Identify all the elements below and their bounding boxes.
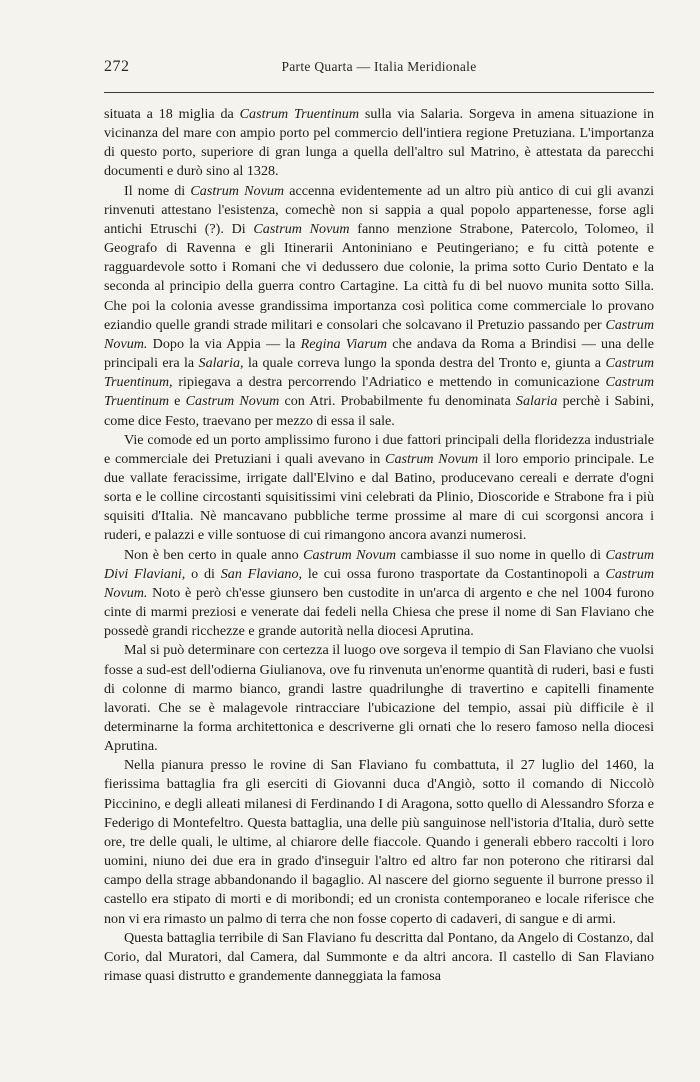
paragraph (104, 756, 654, 928)
body-text (104, 105, 654, 986)
text-run: la quale correva lungo la sponda destra del Tronto e, giunta a (243, 355, 606, 372)
header-rule (104, 92, 654, 93)
italic-text: Castrum Novum (253, 220, 350, 237)
text-run: Non è ben certo in quale anno (124, 546, 304, 563)
italic-text: Castrum Novum (185, 393, 280, 410)
italic-text: Salaria (515, 393, 558, 410)
text-run: ripiegava a destra percorrendo l'Adriatico e mettendo in comunicazione (172, 374, 606, 391)
paragraph (104, 431, 654, 546)
text-run: perchè i Sabini, come dice Festo, traevano per mezzo di essa il sale. (104, 393, 654, 429)
text-run: Questa battaglia terribile di San Flaviano fu descritta dal Pontano, da Angelo di Costanzo, dal Corio, dal Muratori, dal Camera, dal Summonte e da altri ancora. Il castello di San Flaviano rimase quasi distrutto e grandemente danneggiata la famosa (104, 929, 654, 985)
italic-text: San Flaviano, (220, 565, 303, 582)
text-run: fanno menzione Strabone, Patercolo, Tolomeo, il Geografo di Ravenna e gli Itinerarii Antoniniano e Peutingeriano; e fu città potente e ragguardevole sotto i Romani che vi dedussero due colonie, la prima sotto Curio Dentato e la seconda al principio della guerra contro Cartagine. La città fu di bel nuovo munita sotto Silla. Che poi la colonia avesse grandissima importanza così politica come commerciale lo provano eziandio quelle grandi strade militari e consolari che solcavano il Pretuzio passando per (104, 220, 654, 333)
italic-text: Regina Viarum (300, 335, 388, 352)
text-run: sulla via Salaria. Sorgeva in amena situazione in vicinanza del mare con ampio porto pel commercio dell'intiera regione Pretuziana. L'importanza di questo porto, superiore di gran lunga a quella dell'altro sul Matrino, è attestata da parecchi documenti e durò sino al 1328. (104, 106, 654, 180)
italic-text: Castrum Truentinum, (104, 355, 654, 391)
italic-text: Salaria, (198, 355, 244, 372)
running-head (104, 58, 654, 80)
chapter-title: Parte Quarta — Italia Meridionale (281, 59, 477, 74)
paragraph (104, 929, 654, 986)
italic-text: Castrum Novum. (104, 565, 654, 601)
italic-text: Castrum Divi Flaviani, (104, 546, 654, 582)
text-run: e (169, 393, 186, 410)
text-run: Noto è però ch'esse giunsero ben custodite in un'arca di argento e che nel 1004 furono cinte di marmi preziosi e venerate dai fedeli nella Chiesa che prese il nome di San Flaviano che possedè grandi ricchezze e grande autorità nella diocesi Aprutina. (104, 584, 654, 640)
paragraph (104, 546, 654, 642)
page-number: 272 (104, 58, 130, 75)
italic-text: Castrum Novum. (104, 316, 654, 352)
italic-text: Castrum Novum (385, 450, 479, 467)
text-run: Mal si può determinare con certezza il luogo ove sorgeva il tempio di San Flaviano che vuolsi fosse a sud-est dell'odierna Giulianova, ove fu rinvenuta un'enorme quantità di ruderi, basi e fusti di colonne di marmo bianco, grandi lastre quadrilunghe di travertino e capitelli finamente lavorati. Che se è malagevole rintracciare l'ubicazione del tempio, assai più difficile è il determinarne la forma architettonica e descriverne gli ornati che lo resero famoso nella diocesi Aprutina. (104, 642, 654, 755)
text-run: le cui ossa furono trasportate da Costantinopoli a (302, 565, 606, 582)
text-run: o di (185, 565, 221, 582)
paragraph (104, 105, 654, 182)
text-run: Nella pianura presso le rovine di San Flaviano fu combattuta, il 27 luglio del 1460, la fierissima battaglia fra gli eserciti di Giovanni duca d'Angiò, sotto il comando di Niccolò Piccinino, e degli alleati milanesi di Ferdinando I di Aragona, sotto quello di Alessandro Sforza e Federigo di Montefeltro. Questa battaglia, una delle più sanguinose nell'istoria d'Italia, durò sette ore, tre delle quali, le ultime, al chiarore delle fiaccole. Quando i generali ebbero raccolti i loro uomini, niuno dei due era in grado d'inseguir l'altro ed altro far non poterono che ritirarsi dal campo della strage abbandonando il bagaglio. Al nascere del giorno seguente il burrone presso il castello era stipato di morti e di moribondi; ed un cronista contemporaneo e locale riferisce che non vi era rimasto un palmo di terra che non fosse coperto di cadaveri, di sangue e di armi. (104, 757, 654, 927)
italic-text: Castrum Truentinum (239, 106, 360, 122)
italic-text: Castrum Truentinum (104, 374, 654, 410)
text-run: Vie comode ed un porto amplissimo furono i due fattori principali della floridezza industriale e commerciale dei Pretuziani i quali avevano in (104, 431, 654, 467)
text-run: Dopo la via Appia — la (147, 335, 301, 352)
text-run: accenna evidentemente ad un altro più antico di cui gli avanzi rinvenuti attestano l'esistenza, comechè non si sappia a qual popolo appartenesse, forse agli antichi Etruschi (?). Di (104, 182, 654, 237)
text-run: che andava da Roma a Brindisi — una delle principali era la (104, 335, 654, 372)
text-run: Il nome di (124, 182, 191, 199)
paragraph (104, 641, 654, 756)
italic-text: Castrum Novum (303, 546, 397, 563)
text-run: con Atri. Probabilmente fu denominata (279, 393, 516, 410)
italic-text: Castrum Novum (190, 182, 285, 199)
text-run: situata a 18 miglia da (104, 106, 240, 122)
paragraph (104, 182, 654, 431)
text-run: cambiasse il suo nome in quello di (396, 546, 606, 563)
text-run: il loro emporio principale. Le due vallate feracissime, irrigate dall'Elvino e dal Batino, producevano cereali e derrate d'ogni sorta e le colline circostanti squisitissimi vini celebrati da Plinio, Dioscoride e Strabone fra i più squisiti d'Italia. Nè mancavano pubbliche terme prossime al mare di cui scorgonsi ancora i ruderi, e palazzi e ville sontuose di cui rimangono ancora avanzi numerosi. (104, 450, 655, 544)
